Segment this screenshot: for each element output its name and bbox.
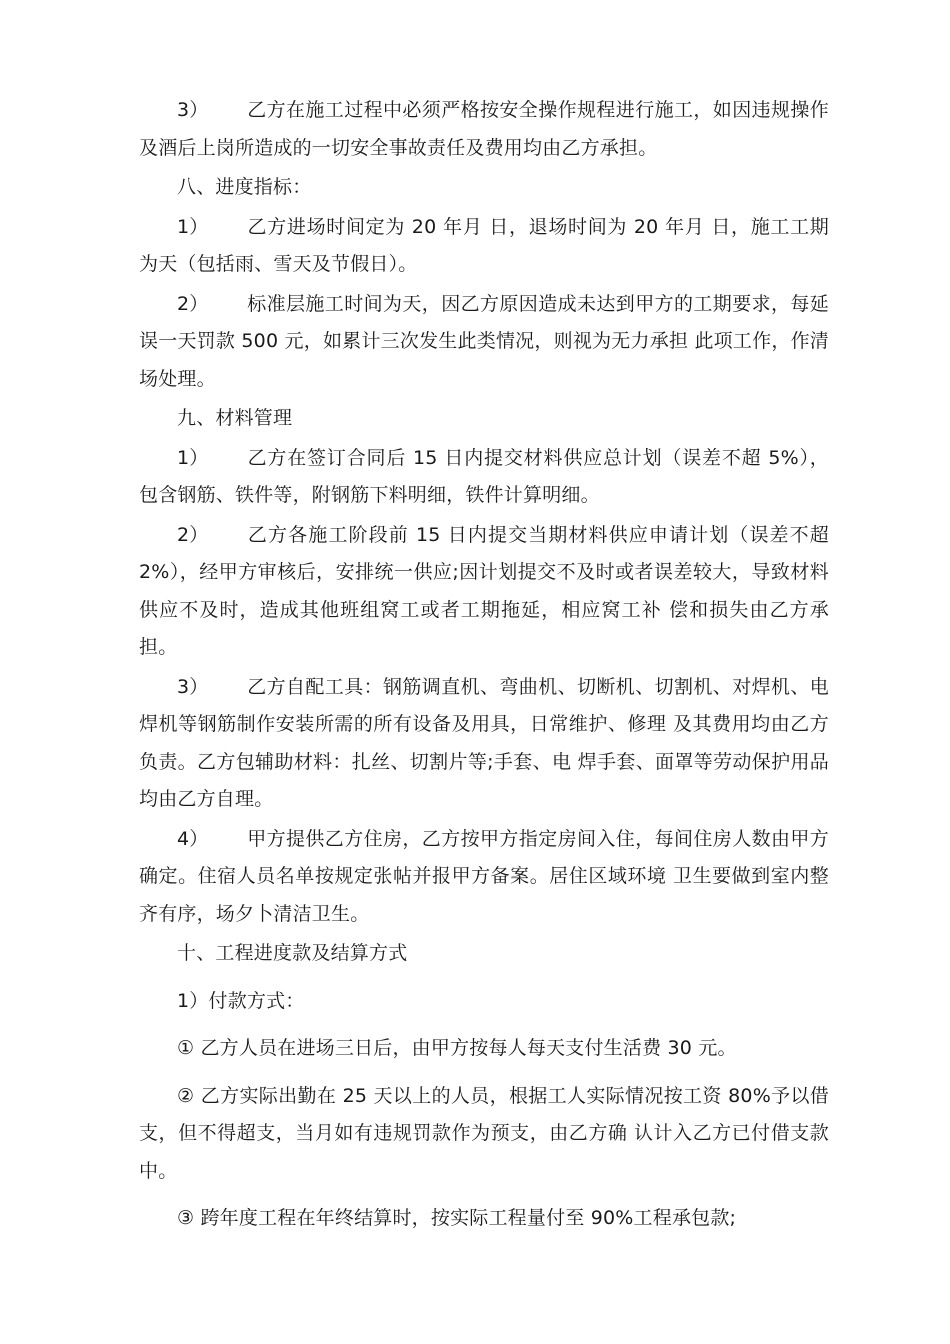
paragraph-materials-3 xyxy=(139,669,829,819)
item-number: 3） xyxy=(177,99,209,121)
section-heading-text: 十、工程进度款及结算方式 xyxy=(177,942,408,964)
item-number: 1） xyxy=(177,446,209,469)
paragraph-text: ① 乙方人员在进场三日后，由甲方按每人每天支付生活费 30 元。 xyxy=(177,1037,737,1059)
item-number: 3） xyxy=(177,675,209,698)
paragraph-text: 标准层施工时间为天，因乙方原因造成未达到甲方的工期要求，每延误一天罚款 500 元，如累计三次发生此类情况，则视为无力承担 此项工作，作清场处理。 xyxy=(139,292,829,390)
paragraph-text: 乙方在签订合同后 15 日内提交材料供应总计划（误差不超 5%），包含钢筋、铁件等，附钢筋下料明细，铁件计算明细。 xyxy=(139,446,829,506)
paragraph-text: ③ 跨年度工程在年终结算时，按实际工程量付至 90%工程承包款; xyxy=(177,1207,737,1229)
paragraph-text: 甲方提供乙方住房，乙方按甲方指定房间入住，每间住房人数由甲方确定。住宿人员名单按规定张帖并报甲方备案。居住区域环境 卫生要做到室内整齐有序，场夕卜清洁卫生。 xyxy=(139,827,829,925)
item-number: 2） xyxy=(177,523,209,546)
paragraph-text: 乙方在施工过程中必须严格按安全操作规程进行施工，如因违规操作及酒后上岗所造成的一切安全事故责任及费用均由乙方承担。 xyxy=(139,99,829,159)
paragraph-text: 乙方各施工阶段前 15 日内提交当期材料供应申请计划（误差不超 2%），经甲方审核后，安排统一供应;因计划提交不及时或者误差较大，导致材料供应不及时，造成其他班组窝工或者工期拖延，相应窝工补 偿和损失由乙方承担。 xyxy=(139,523,829,658)
paragraph-payment-item-2 xyxy=(139,1078,829,1191)
paragraph-text: 乙方进场时间定为 20 年月 日，退场时间为 20 年月 日，施工工期为天（包括雨、雪天及节假日）。 xyxy=(139,215,829,275)
item-number: 1） xyxy=(177,215,209,238)
section-heading-progress xyxy=(139,169,829,207)
paragraph-payment-item-3 xyxy=(139,1200,829,1238)
paragraph-payment-method xyxy=(139,983,829,1021)
paragraph-progress-1 xyxy=(139,209,829,284)
item-number: 2） xyxy=(177,292,209,315)
section-heading-materials xyxy=(139,400,829,438)
paragraph-payment-item-1 xyxy=(139,1030,829,1068)
section-heading-payment xyxy=(139,935,829,973)
paragraph-materials-2 xyxy=(139,517,829,667)
paragraph-progress-2 xyxy=(139,286,829,399)
paragraph-materials-1 xyxy=(139,440,829,515)
section-heading-text: 九、材料管理 xyxy=(177,407,293,429)
section-heading-text: 八、进度指标： xyxy=(177,176,312,198)
paragraph-materials-4 xyxy=(139,821,829,934)
paragraph-text: 乙方自配工具：钢筋调直机、弯曲机、切断机、切割机、对焊机、电焊机等钢筋制作安装所需的所有设备及用具，日常维护、修理 及其费用均由乙方负责。乙方包辅助材料：扎丝、切割片等;手套、电 焊手套、面罩等劳动保护用品均由乙方自理。 xyxy=(139,675,829,810)
document-body xyxy=(139,92,829,1238)
paragraph-text: ② 乙方实际出勤在 25 天以上的人员，根据工人实际情况按工资 80%予以借支，但不得超支，当月如有违规罚款作为预支，由乙方确 认计入乙方已付借支款中。 xyxy=(139,1084,829,1182)
paragraph-safety-3 xyxy=(139,92,829,167)
paragraph-text: 1）付款方式： xyxy=(177,989,305,1012)
item-number: 4） xyxy=(177,827,209,850)
